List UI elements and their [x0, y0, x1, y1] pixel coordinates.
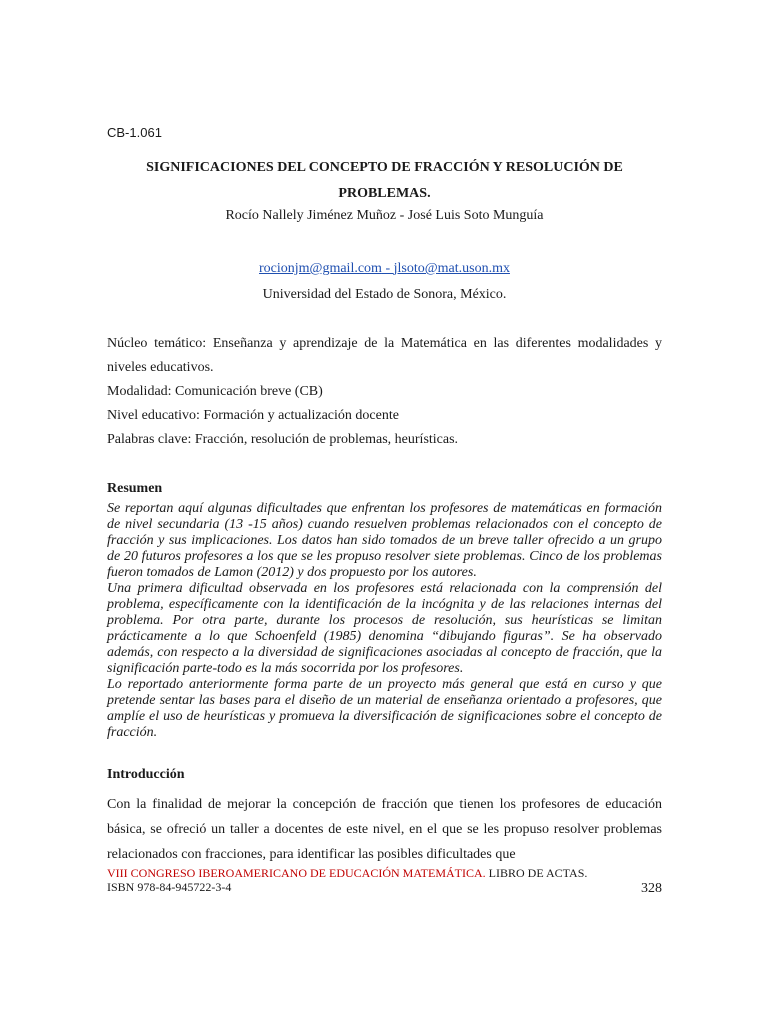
footer-congress: VIII CONGRESO IBEROAMERICANO DE EDUCACIÓN MATEMÁTICA. [107, 866, 486, 880]
resumen-body [107, 501, 662, 741]
resumen-paragraph-3: Lo reportado anteriormente forma parte de un proyecto más general que está en curso y que pretende sentar las bases para el diseño de un material de enseñanza orientado a profesores, que amplíe el uso de heurísticas y promueva la diversificación de significaciones sobre el concepto de fracción. [107, 677, 662, 740]
introduccion-body [107, 792, 662, 867]
introduccion-paragraph-1: Con la finalidad de mejorar la concepción de fracción que tienen los profesores de educación básica, se ofreció un taller a docentes de este nivel, en el que se les propuso resolver problemas relacionados con fracciones, para identificar las posibles dificultades que [107, 797, 662, 862]
resumen-paragraph-1: Se reportan aquí algunas dificultades que enfrentan los profesores de matemáticas en formación de nivel secundaria (13 -15 años) cuando resuelven problemas relacionados con el concepto de fracción y sus implicaciones. Los datos han sido tomados de un breve taller ofrecido a un grupo de 20 futuros profesores a los que se les propuso resolver siete problemas. Cinco de los problemas fueron tomados de Lamon (2012) y dos propuesto por los autores. [107, 501, 662, 580]
university: Universidad del Estado de Sonora, México. [262, 287, 507, 302]
introduccion-heading: Introducción [107, 767, 185, 782]
nivel-educativo: Nivel educativo: Formación y actualización docente [107, 408, 399, 423]
footer-libro: LIBRO DE ACTAS. [485, 866, 588, 880]
emails [107, 261, 662, 277]
authors: Rocío Nallely Jiménez Muñoz - José Luis Soto Munguía [225, 208, 544, 223]
resumen-paragraph-2: Una primera dificultad observada en los profesores está relacionada con la comprensión del problema, específicamente con la identificación de la incógnita y de las relaciones internas del problema. Por otra parte, durante los procesos de resolución, sus heurísticas se limitan prácticamente a lo que Schoenfeld (1985) denomina “dibujando figuras”. Se ha observado además, con respecto a la diversidad de significaciones asociadas al concepto de fracción, que la significación parte-todo es la más socorrida por los profesores. [107, 581, 662, 676]
nucleo-tematico: Núcleo temático: Enseñanza y aprendizaje de la Matemática en las diferentes modalidades y niveles educativos. [107, 336, 662, 375]
email-link-2[interactable]: jlsoto@mat.uson.mx [393, 261, 510, 276]
email-link-1[interactable]: rocionjm@gmail.com [259, 261, 382, 276]
modalidad: Modalidad: Comunicación breve (CB) [107, 384, 323, 399]
metadata-block [107, 332, 662, 452]
footer-isbn: ISBN 978-84-945722-3-4 [107, 880, 232, 894]
page-number: 328 [641, 881, 662, 896]
resumen-heading: Resumen [107, 481, 163, 496]
document-code: CB-1.061 [107, 125, 162, 140]
palabras-clave: Palabras clave: Fracción, resolución de problemas, heurísticas. [107, 432, 459, 447]
paper-title: SIGNIFICACIONES DEL CONCEPTO DE FRACCIÓN Y RESOLUCIÓN DE PROBLEMAS. [146, 160, 623, 201]
page-footer [107, 866, 587, 894]
email-separator: - [381, 261, 394, 276]
